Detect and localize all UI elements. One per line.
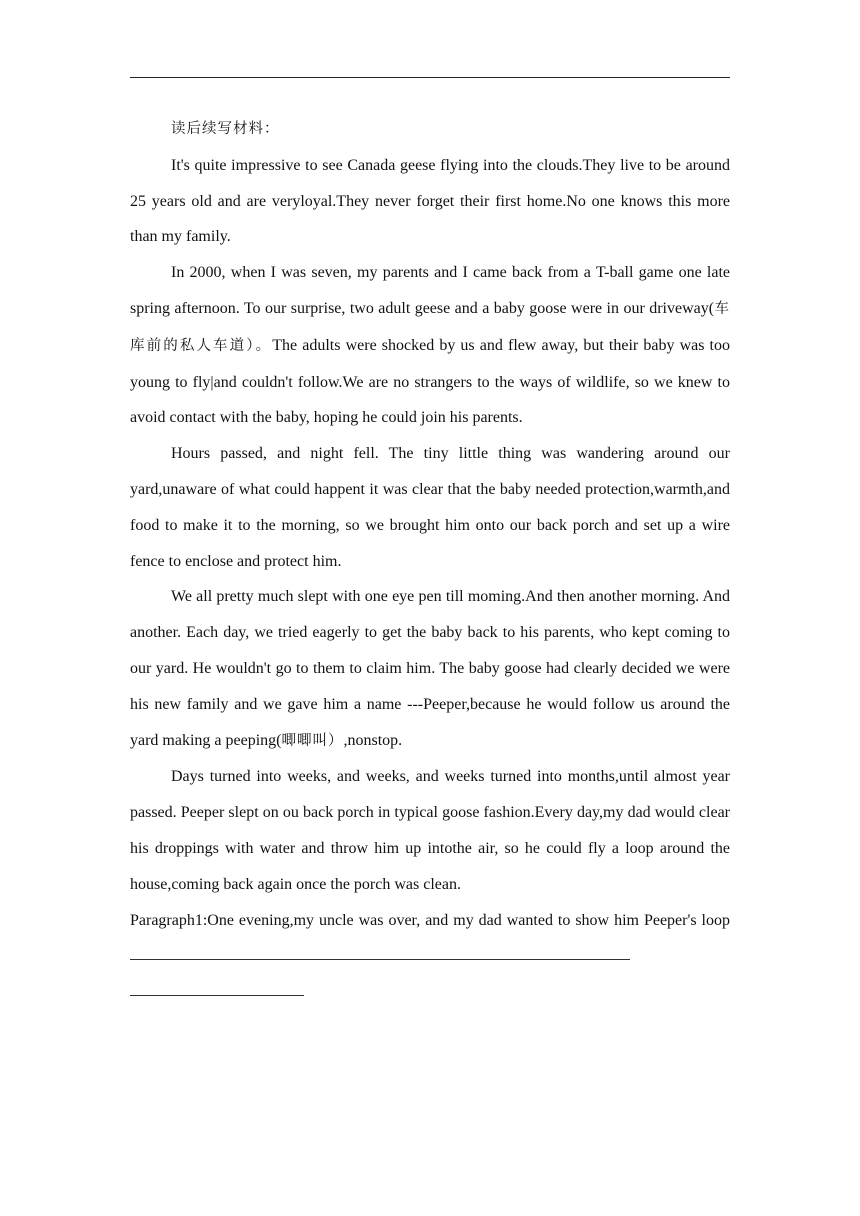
- paragraph-2-chinese-gloss: 车库前的私人车道）。: [130, 300, 731, 354]
- paragraph-4-text-b: ,nonstop.: [343, 731, 403, 749]
- continuation-prompt: [130, 903, 730, 975]
- section-heading: 读后续写材料：: [171, 121, 280, 137]
- header-rule: [130, 77, 730, 78]
- paragraph-1: It's quite impressive to see Canada geese flying into the clouds.They live to be around 25 years old and are veryloyal.They never forget their first home.No one knows this more than my family.: [130, 156, 730, 246]
- answer-blank-line-1[interactable]: [130, 943, 630, 960]
- paragraph-4-chinese-gloss: 唧唧叫）: [281, 732, 344, 749]
- paragraph-4-text-a: We all pretty much slept with one eye pen till moming.And then another morning. And another. Each day, we tried eagerly to get the baby back to his parents, who kept coming to our yard. He wouldn't go to them to claim him. The baby goose had clearly decided we were his new family and we gave him a name ---Peeper,because he would follow us around the yard making a peeping(: [130, 588, 730, 749]
- paragraph-5: Days turned into weeks, and weeks, and weeks turned into months,until almost year passed. Peeper slept on ou back porch in typical goose fashion.Every day,my dad would clear his droppings with water and throw him up intothe air, so he could fly a loop around the house,coming back again once the porch was clean.: [130, 768, 730, 893]
- paragraph-2: [130, 255, 730, 436]
- answer-blank-line-2[interactable]: [130, 979, 304, 996]
- prompt-text: Paragraph1:One evening,my uncle was over, and my dad wanted to show him Peeper's loop: [130, 911, 730, 929]
- paragraph-3: Hours passed, and night fell. The tiny little thing was wandering around our yard,unaware of what could happent it was clear that the baby needed protection,warmth,and food to make it to the morning, so we brought him onto our back porch and set up a wire fence to enclose and protect him.: [130, 445, 730, 570]
- answer-blank-row: [130, 974, 730, 1010]
- paragraph-2-text-a: In 2000, when I was seven, my parents and I came back from a T-ball game one late spring afternoon. To our surprise, two adult geese and a baby goose were in our driveway(: [130, 264, 730, 317]
- paragraph-2-text-b: The adults were shocked by us and flew away, but their baby was too young to fly|and couldn't follow.We are no strangers to the ways of wildlife, so we knew to avoid contact with the baby, hoping he could join his parents.: [130, 336, 731, 427]
- document-body: [130, 112, 730, 1010]
- paragraph-4: [130, 579, 730, 759]
